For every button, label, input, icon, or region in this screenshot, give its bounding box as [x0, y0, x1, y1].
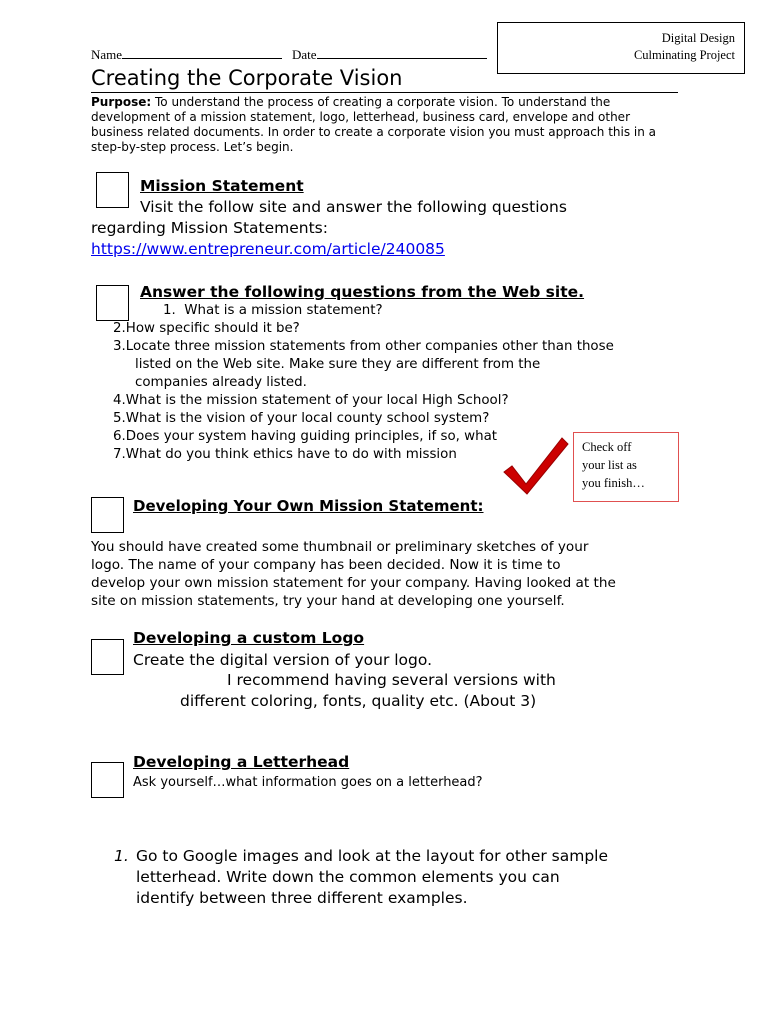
letterhead-line1: Ask yourself…what information goes on a letterhead?: [133, 775, 483, 790]
course-line1: Digital Design: [661, 31, 735, 45]
question-6: 6.Does your system having guiding principles, if so, what: [113, 429, 498, 444]
checkmark-icon: [500, 432, 570, 498]
question-3-cont-b: companies already listed.: [135, 375, 307, 390]
page-title: Creating the Corporate Vision: [91, 65, 678, 93]
own-mission-checkbox[interactable]: [91, 497, 124, 533]
question-1: 1. What is a mission statement?: [163, 303, 383, 318]
name-blank[interactable]: [122, 58, 282, 59]
purpose-text: To understand the process of creating a corporate vision. To understand the development of a mission statement, logo, letterhead, business card, envelope and other business related documents. In order to create a corporate vision you must approach this in a step-by-step process. Let’s begin.: [91, 95, 657, 154]
callout-line1: Check off: [582, 440, 632, 454]
mission-link[interactable]: https://www.entrepreneur.com/article/240085: [91, 240, 445, 258]
question-3-cont-a: listed on the Web site. Make sure they are different from the: [135, 357, 541, 372]
question-4: 4.What is the mission statement of your local High School?: [113, 393, 509, 408]
purpose-label: Purpose:: [91, 95, 152, 109]
question-5: 5.What is the vision of your local county school system?: [113, 411, 490, 426]
step-number: 1.: [114, 847, 129, 865]
callout-box: [573, 432, 679, 502]
purpose-paragraph: [91, 95, 681, 155]
letterhead-checkbox[interactable]: [91, 762, 124, 798]
own-mission-heading: Developing Your Own Mission Statement:: [133, 497, 484, 515]
logo-line3: different coloring, fonts, quality etc. (About 3): [180, 692, 537, 710]
questions-heading: Answer the following questions from the Web site.: [140, 283, 585, 301]
course-line2: Culminating Project: [633, 48, 735, 62]
mission-link-wrap: [91, 239, 445, 260]
date-blank[interactable]: [317, 58, 487, 59]
name-field: [91, 47, 282, 63]
name-label: Name: [91, 47, 123, 62]
question-2: 2.How specific should it be?: [113, 321, 300, 336]
questions-checkbox[interactable]: [96, 285, 129, 321]
mission-checkbox[interactable]: [96, 172, 129, 208]
mission-line2: regarding Mission Statements:: [91, 219, 328, 237]
date-field: [292, 47, 487, 63]
logo-line1: Create the digital version of your logo.: [133, 651, 433, 669]
letterhead-heading: Developing a Letterhead: [133, 753, 350, 771]
question-7: 7.What do you think ethics have to do with mission: [113, 447, 457, 462]
callout-line3: you finish…: [582, 476, 645, 490]
own-mission-paragraph: You should have created some thumbnail or preliminary sketches of your logo. The name of your company has been decided. Now it is time to develop your own mission statement for your company. Having looked at the site on mission statements, try your hand at developing one yourself.: [91, 539, 616, 609]
callout-line2: your list as: [582, 458, 637, 472]
step-text: Go to Google images and look at the layout for other sample letterhead. Write down the common elements you can identify between three different examples.: [136, 847, 609, 907]
logo-line2: I recommend having several versions with: [227, 671, 556, 689]
logo-heading: Developing a custom Logo: [133, 629, 365, 647]
date-label: Date: [292, 47, 317, 62]
mission-heading: Mission Statement: [140, 177, 304, 195]
question-3: 3.Locate three mission statements from other companies other than those: [113, 339, 614, 354]
mission-line1: Visit the follow site and answer the following questions: [140, 198, 567, 216]
logo-checkbox[interactable]: [91, 639, 124, 675]
